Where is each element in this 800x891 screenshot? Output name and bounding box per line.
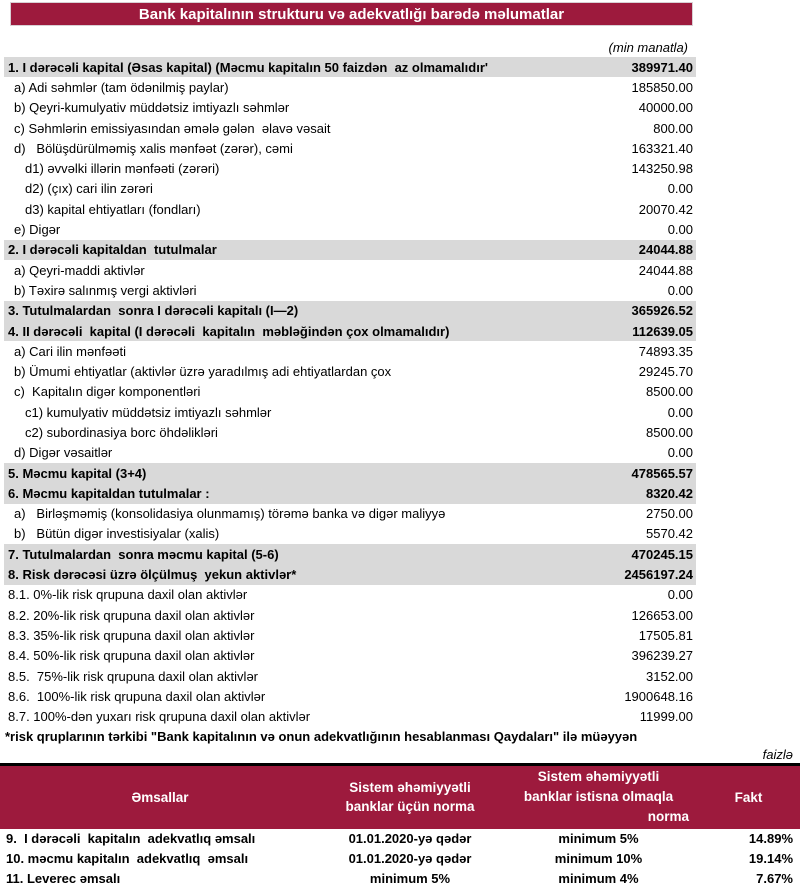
row-label: b) Qeyri-kumulyativ müddətsiz imtiyazlı səhmlər — [14, 100, 290, 116]
risk-groups-footnote: *risk qruplarının tərkibi "Bank kapitalının və onun adekvatlığının hesablanması Qaydaları" ilə müəyyən — [5, 728, 638, 744]
table-row — [4, 544, 696, 564]
row-label: c2) subordinasiya borc öhdəlikləri — [25, 424, 218, 440]
row-label: 2. I dərəcəli kapitaldan tutulmalar — [8, 242, 217, 258]
table-row — [4, 280, 696, 300]
row-label: 8.3. 35%-lik risk qrupuna daxil olan aktivlər — [8, 627, 255, 643]
row-value: 0.00 — [667, 222, 693, 238]
table-row — [4, 138, 696, 158]
row-label: d1) əvvəlki illərin mənfəəti (zərəri) — [25, 161, 220, 177]
header-emsallar: Əmsallar — [131, 789, 189, 805]
row-label: c1) kumulyativ müddətsiz imtiyazlı səhmlər — [25, 404, 272, 420]
ratio-non-systemic-norm: minimum 10% — [554, 851, 643, 867]
header-line: banklar üçün norma — [345, 799, 475, 815]
table-row — [4, 301, 696, 321]
ratio-systemic-norm: 01.01.2020-yə qədər — [348, 831, 472, 847]
row-value: 24044.88 — [638, 262, 693, 278]
row-value: 40000.00 — [638, 100, 693, 116]
percent-unit-note: faizlə — [762, 746, 793, 762]
row-value: 389971.40 — [631, 59, 693, 75]
row-label: 6. Məcmu kapitaldan tutulmalar : — [8, 485, 210, 501]
ratio-label: 9. I dərəcəli kapitalın adekvatlıq əmsalı — [6, 831, 256, 847]
header-line: Sistem əhəmiyyətli — [349, 780, 471, 796]
row-label: c) Kapitalın digər komponentləri — [14, 384, 201, 400]
table-row — [4, 260, 696, 280]
table-row — [4, 524, 696, 544]
row-value: 20070.42 — [638, 201, 693, 217]
row-label: b) Təxirə salınmış vergi aktivləri — [14, 282, 197, 298]
row-value: 24044.88 — [638, 242, 693, 258]
row-label: 4. II dərəcəli kapital (I dərəcəli kapitalın məbləğindən çox olmamalıdır) — [8, 323, 450, 339]
table-row — [4, 707, 696, 727]
table-row — [4, 504, 696, 524]
ratio-fact: 14.89% — [748, 831, 793, 847]
table-row — [4, 98, 696, 118]
row-value: 185850.00 — [631, 79, 693, 95]
row-value: 478565.57 — [631, 465, 693, 481]
ratio-label: 11. Leverec əmsalı — [6, 871, 121, 887]
row-value: 0.00 — [667, 181, 693, 197]
row-label: b) Bütün digər investisiyalar (xalis) — [14, 526, 220, 542]
row-label: a) Birləşməmiş (konsolidasiya olunmamış) törəmə banka və digər maliyyə — [14, 506, 446, 522]
row-value: 8500.00 — [646, 424, 693, 440]
table-row — [4, 240, 696, 260]
row-label: d3) kapital ehtiyatları (fondları) — [25, 201, 201, 217]
table-row — [4, 77, 696, 97]
row-value: 29245.70 — [638, 364, 693, 380]
row-label: c) Səhmlərin emissiyasından əmələ gələn əlavə vəsait — [14, 120, 331, 136]
row-value: 1900648.16 — [624, 688, 693, 704]
row-label: b) Ümumi ehtiyatlar (aktivlər üzrə yaradılmış adi ehtiyatlardan çox — [14, 364, 392, 380]
row-label: 8.7. 100%-dən yuxarı risk qrupuna daxil olan aktivlər — [8, 709, 311, 725]
row-label: 8.4. 50%-lik risk qrupuna daxil olan aktivlər — [8, 648, 255, 664]
row-label: e) Digər — [14, 222, 61, 238]
table-row — [4, 199, 696, 219]
ratio-systemic-norm: minimum 5% — [369, 871, 451, 887]
table-row — [4, 686, 696, 706]
ratios-table-header — [0, 766, 800, 829]
table-row — [4, 219, 696, 239]
page-title: Bank kapitalının strukturu və adekvatlığı barədə məlumatlar — [138, 6, 565, 23]
ratio-non-systemic-norm: minimum 4% — [558, 871, 639, 887]
row-label: 8.1. 0%-lik risk qrupuna daxil olan aktivlər — [8, 587, 248, 603]
ratios-table-body — [0, 829, 800, 889]
row-value: 8320.42 — [646, 485, 693, 501]
row-value: 8500.00 — [646, 384, 693, 400]
report-title-bar — [10, 2, 693, 26]
table-row — [4, 564, 696, 584]
table-row — [4, 361, 696, 381]
row-value: 112639.05 — [632, 323, 693, 339]
ratio-row — [0, 869, 800, 889]
row-label: 8.2. 20%-lik risk qrupuna daxil olan aktivlər — [8, 607, 255, 623]
table-row — [4, 179, 696, 199]
table-row — [4, 666, 696, 686]
capital-structure-table — [4, 57, 696, 727]
table-row — [4, 402, 696, 422]
row-label: 7. Tutulmalardan sonra məcmu kapital (5-6) — [8, 546, 279, 562]
row-value: 2456197.24 — [624, 567, 693, 583]
adequacy-ratios-table — [0, 763, 800, 889]
ratio-non-systemic-norm: minimum 5% — [558, 831, 639, 847]
header-line: norma — [647, 809, 689, 825]
row-label: d2) (çıx) cari ilin zərəri — [25, 181, 153, 197]
row-value: 143250.98 — [631, 161, 693, 177]
row-label: 8. Risk dərəcəsi üzrə ölçülmuş yekun aktivlər* — [8, 567, 297, 583]
ratio-fact: 7.67% — [756, 871, 793, 887]
row-label: 8.5. 75%-lik risk qrupuna daxil olan aktivlər — [8, 668, 259, 684]
row-label: a) Cari ilin mənfəəti — [14, 343, 126, 359]
table-row — [4, 605, 696, 625]
table-row — [4, 57, 696, 77]
row-value: 2750.00 — [646, 506, 693, 522]
row-label: d) Digər vəsaitlər — [14, 445, 113, 461]
row-label: 8.6. 100%-lik risk qrupuna daxil olan aktivlər — [8, 688, 266, 704]
table-row — [4, 585, 696, 605]
table-row — [4, 646, 696, 666]
row-value: 74893.35 — [638, 343, 693, 359]
row-value: 0.00 — [667, 404, 693, 420]
header-line: banklar istisna olmaqla — [523, 789, 674, 805]
header-fakt: Fakt — [734, 789, 763, 805]
row-value: 470245.15 — [631, 546, 693, 562]
row-value: 396239.27 — [631, 648, 693, 664]
ratio-fact: 19.14% — [748, 851, 793, 867]
table-row — [4, 382, 696, 402]
header-non-systemic-banks-norm — [500, 766, 697, 829]
table-row — [4, 422, 696, 442]
row-label: 5. Məcmu kapital (3+4) — [8, 465, 147, 481]
table-row — [4, 443, 696, 463]
ratio-systemic-norm: 01.01.2020-yə qədər — [348, 851, 472, 867]
unit-note: (min manatla) — [608, 40, 688, 55]
row-value: 0.00 — [667, 587, 693, 603]
row-value: 17505.81 — [638, 627, 693, 643]
row-label: a) Adi səhmlər (tam ödənilmiş paylar) — [14, 79, 229, 95]
ratio-row — [0, 849, 800, 869]
row-value: 0.00 — [667, 445, 693, 461]
ratio-label: 10. məcmu kapitalın adekvatlıq əmsalı — [6, 851, 249, 867]
row-value: 365926.52 — [631, 303, 693, 319]
table-row — [4, 625, 696, 645]
row-value: 126653.00 — [631, 607, 693, 623]
row-value: 3152.00 — [646, 668, 693, 684]
table-row — [4, 321, 696, 341]
row-label: d) Bölüşdürülməmiş xalis mənfəət (zərər), cəmi — [14, 140, 293, 156]
header-line: Sistem əhəmiyyətli — [537, 769, 660, 785]
row-value: 5570.42 — [646, 526, 693, 542]
table-row — [4, 118, 696, 138]
row-label: a) Qeyri-maddi aktivlər — [14, 262, 145, 278]
table-row — [4, 483, 696, 503]
header-systemic-banks-norm — [320, 766, 500, 829]
row-value: 800.00 — [653, 120, 693, 136]
bank-capital-report — [0, 2, 800, 889]
table-row — [4, 463, 696, 483]
table-row — [4, 158, 696, 178]
row-value: 163321.40 — [631, 140, 693, 156]
row-value: 11999.00 — [639, 709, 693, 725]
table-row — [4, 341, 696, 361]
row-label: 1. I dərəcəli kapital (Əsas kapital) (Məcmu kapitalın 50 faizdən az olmamalıdır' — [8, 59, 488, 75]
ratio-row — [0, 829, 800, 849]
row-value: 0.00 — [667, 282, 693, 298]
row-label: 3. Tutulmalardan sonra I dərəcəli kapitalı (I—2) — [8, 303, 299, 319]
